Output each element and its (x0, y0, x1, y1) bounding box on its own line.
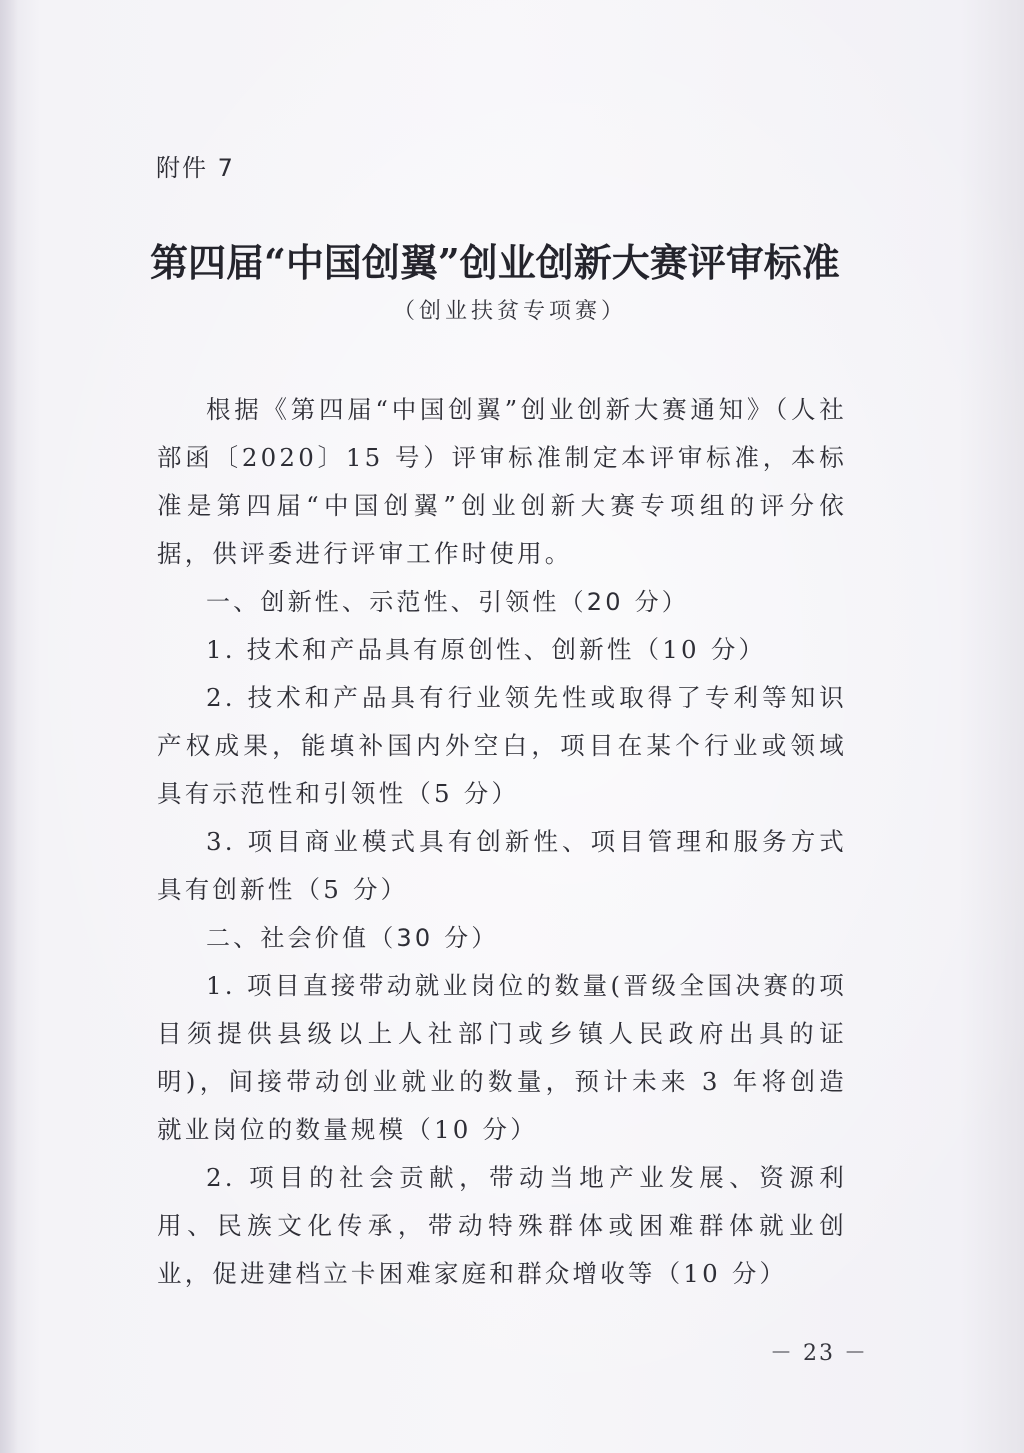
criterion-paragraph: 2. 技术和产品具有行业领先性或取得了专利等知识产权成果，能填补国内外空白，项目在某个行业或领域具有示范性和引领性（5 分） (157, 683, 847, 808)
criterion-paragraph: 2. 项目的社会贡献，带动当地产业发展、资源利用、民族文化传承，带动特殊群体或困难群体就业创业，促进建档立卡困难家庭和群众增收等（10 分） (157, 1163, 847, 1288)
criterion-paragraph: 1. 项目直接带动就业岗位的数量(晋级全国决赛的项目须提供县级以上人社部门或乡镇人民政府出具的证明)，间接带动创业就业的数量，预计未来 3 年将创造就业岗位的数量规模（10 分） (157, 971, 847, 1144)
document-title: 第四届“中国创翼”创业创新大赛评审标准 (150, 240, 840, 285)
document-body (157, 386, 847, 1298)
attachment-label: 附件 7 (156, 154, 235, 182)
criterion-paragraph: 1. 技术和产品具有原创性、创新性（10 分） (206, 635, 767, 664)
page-shadow (0, 0, 18, 1453)
page-number: － 23 － (770, 1341, 868, 1366)
intro-paragraph: 根据《第四届“中国创翼”创业创新大赛通知》（人社部函〔2020〕15 号）评审标准制定本评审标准，本标准是第四届“中国创翼”创业创新大赛专项组的评分依据，供评委进行评审工作时使用。 (157, 395, 847, 568)
criterion-paragraph: 3. 项目商业模式具有创新性、项目管理和服务方式具有创新性（5 分） (157, 827, 847, 904)
document-subtitle: （创业扶贫专项赛） (392, 299, 627, 324)
section-heading-social-value: 二、社会价值（30 分） (206, 924, 499, 952)
section-heading-innovation: 一、创新性、示范性、引领性（20 分） (206, 588, 689, 616)
